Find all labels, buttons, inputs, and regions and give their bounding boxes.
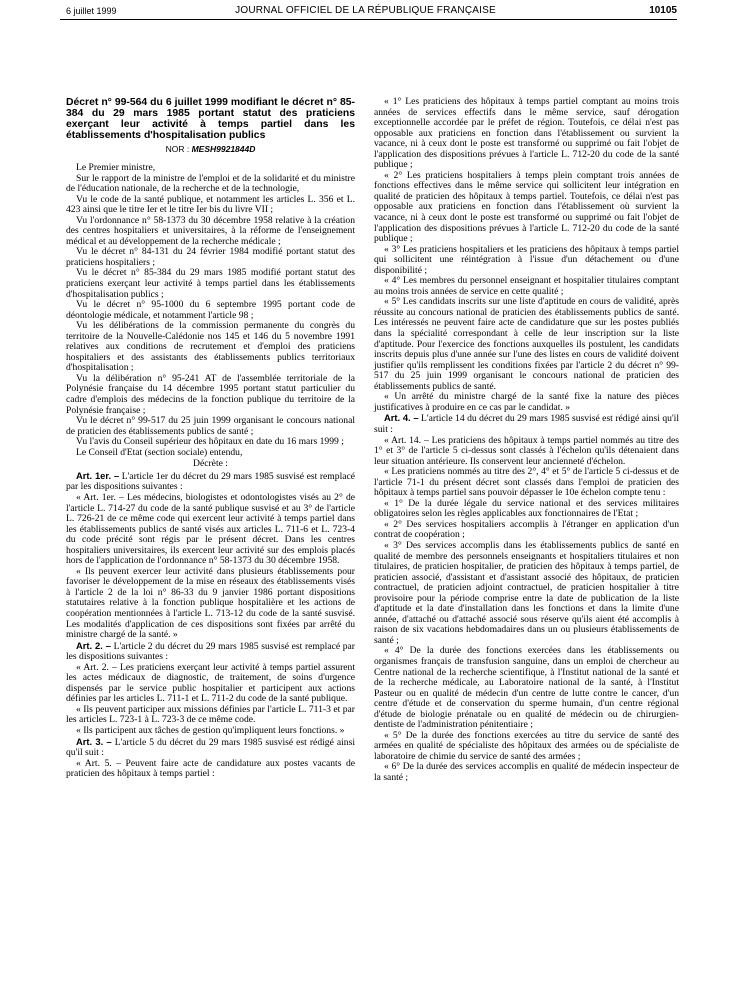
page-header: [0, 0, 731, 24]
paragraph: « 1° De la durée légale du service national et des services militaires obligatoires selon les règles applicables aux fonctionnaires de l'Etat ;: [374, 497, 679, 520]
left-column-body: [66, 163, 355, 780]
paragraph: « 3° Les praticiens hospitaliers et les praticiens des hôpitaux à temps partiel qui sollicitent une réintégration à l'issue d'un détachement ou d'une disponibilité ;: [374, 243, 679, 276]
header-date: 6 juillet 1999: [66, 6, 117, 16]
nor-value: MESH9921844D: [191, 144, 256, 154]
paragraph: « Art. 2. – Les praticiens exerçant leur activité à temps partiel assurent les actes médicaux de diagnostic, de traitement, de soins d'urgence dispensés par le service public hospitalier et participent aux actions définies par les articles L. 711-1 et L. 711-2 du code de la santé publique.: [66, 661, 355, 705]
left-column: [66, 97, 355, 780]
paragraph: Vu le décret n° 85-384 du 29 mars 1985 modifié portant statut des praticiens exerçant leur activité à temps partiel dans les établissements d'hospitalisation publics ;: [66, 267, 355, 300]
paragraph: « 5° De la durée des fonctions exercées au titre du service de santé des armées en qualité de spécialiste des hôpitaux des armées ou de spécialiste de laboratoire de chimie du service de santé des armées ;: [374, 729, 679, 762]
paragraph: « Art. 1er. – Les médecins, biologistes et odontologistes visés au 2° de l'article L. 714-27 du code de la santé publique susvisé et au 3° de l'article L. 726-21 de ce même code qui exercent leur activité à temps partiel dans les établissements publics de santé visés aux articles L. 711-6 et L. 723-4 du code précité sont régis par le présent décret. Dans les centres hospitaliers universitaires, ils exercent leur activité sur des emplois placés hors de l'application de l'ordonnance n° 58-1373 du 30 décembre 1958.: [66, 491, 355, 567]
article-heading: Art. 4. –: [384, 412, 419, 424]
article-text: L'article 2 du décret du 29 mars 1985 susvisé est remplacé par les dispositions suivantes :: [66, 640, 356, 663]
header-page-number: 10105: [649, 5, 677, 16]
article-paragraph: [66, 641, 355, 663]
paragraph: « 4° Les membres du personnel enseignant et hospitalier titulaires comptant au moins trois années de service en cette qualité ;: [374, 275, 679, 297]
paragraph: Sur le rapport de la ministre de l'emploi et de la solidarité et du ministre de l'éducation nationale, de la recherche et de la technologie,: [66, 172, 355, 195]
header-journal-title: JOURNAL OFFICIEL DE LA RÉPUBLIQUE FRANÇAISE: [235, 5, 496, 16]
paragraph: « 4° De la durée des fonctions exercées dans les établissements ou organismes français de transfusion sanguine, dans un emploi de chercheur au Centre national de la recherche scientifique, à l'Institut national de la santé et de la recherche médicale, au Laboratoire national de la santé, à l'Institut Pasteur ou en qualité de médecin d'un centre de lutte contre le cancer, d'un centre d'étude et de conservation du sperme humain, d'un centre régional d'étude de biologie prénatale ou en qualité de médecin ou de chirurgien-dentiste de l'administration pénitentiaire ;: [374, 645, 679, 731]
paragraph: « 2° Des services hospitaliers accomplis à l'étranger en application d'un contrat de coopération ;: [374, 518, 679, 541]
nor-label: NOR :: [165, 144, 190, 154]
article-heading: Art. 2. –: [76, 639, 111, 651]
paragraph: « 2° Les praticiens hospitaliers à temps plein comptant trois années de fonctions effectives dans le même service qui sollicitent leur intégration en qualité de praticien des hôpitaux à temps partiel. Toutefois, ce délai n'est pas opposable aux praticiens en fonction dans l'établissement où survient la vacance, ni à ceux dont le poste est transformé ou supprimé ou fait l'objet de l'application des dispositions prévues à l'article L. 712-20 du code de la santé publique ;: [374, 169, 679, 245]
decree-title: Décret n° 99-564 du 6 juillet 1999 modifiant le décret n° 85-384 du 29 mars 1985 portant statut des praticiens exerçant leur activité à temps partiel dans les établissements d'hospitalisation publics: [66, 97, 355, 141]
paragraph: Vu le décret n° 84-131 du 24 février 1984 modifié portant statut des praticiens hospitaliers ;: [66, 246, 355, 268]
article-paragraph: [66, 471, 355, 493]
paragraph: « 1° Les praticiens des hôpitaux à temps partiel comptant au moins trois années de services effectifs dans le même service, sauf dérogation exceptionnelle accordée par le préfet de région. Toutefois, ce délai n'est pas opposable aux praticiens en fonction dans l'établissement ou survient la vacance, ni à ceux dont le poste est transformé ou supprimé ou fait l'objet de l'application des dispositions prévues à l'article L. 712-20 du code de la santé publique ;: [374, 96, 679, 171]
paragraph: « Ils participent aux tâches de gestion qu'impliquent leurs fonctions. »: [76, 724, 345, 736]
paragraph: Vu l'avis du Conseil supérieur des hôpitaux en date du 16 mars 1999 ;: [76, 436, 344, 448]
paragraph: Vu le décret n° 95-1000 du 6 septembre 1995 portant code de déontologie médicale, et notamment l'article 98 ;: [66, 299, 355, 321]
article-heading: Art. 1er. –: [76, 469, 120, 481]
paragraph: Le Premier ministre,: [76, 162, 156, 173]
paragraph: « Art. 14. – Les praticiens des hôpitaux à temps partiel nommés au titre des 1° et 3° de l'article 5 ci-dessus sont classés à l'échelon qu'ils détenaient dans leur situation antérieure. Ils conservent leur ancienneté d'échelon.: [374, 434, 679, 467]
decrete-heading: Décrète :: [193, 458, 228, 470]
paragraph: « 6° De la durée des services accomplis en qualité de médecin inspecteur de la santé ;: [374, 761, 679, 783]
paragraph: « 5° Les candidats inscrits sur une liste d'aptitude en cours de validité, après réussite au concours national de praticien des établissements publics de santé. Les intéressés ne peuvent faire acte de candidature que sur les postes publiés dans la spécialité correspondant à celle de leur inscription sur la liste d'aptitude. Pour l'exercice des fonctions auxquelles ils postulent, les candidats inscrits depuis plus d'une année sur l'une des listes en cours de validité doivent justifier qu'ils remplissent les conditions fixées par l'article 2 du décret n° 99-517 du 25 juin 1999 organisant le concours national de praticien des établissements publics de santé.: [374, 296, 679, 392]
paragraph: Vu le décret n° 99-517 du 25 juin 1999 organisant le concours national de praticien des établissements publics de santé ;: [66, 415, 355, 437]
article-paragraph: [66, 737, 355, 759]
article-text: L'article 1er du décret du 29 mars 1985 susvisé est remplacé par les dispositions suivantes :: [66, 470, 356, 493]
paragraph: « Un arrêté du ministre chargé de la santé fixe la nature des pièces justificatives à produire en ce cas par le candidat. »: [374, 391, 679, 413]
article-text: L'article 14 du décret du 29 mars 1985 susvisé est rédigé ainsi qu'il suit :: [374, 413, 680, 435]
article-paragraph: [374, 413, 679, 435]
paragraph: Vu l'ordonnance n° 58-1373 du 30 décembre 1958 relative à la création des centres hospitaliers et universitaires, à la réforme de l'enseignement médical et au développement de la recherche médicale ;: [66, 214, 355, 247]
header-rule: [60, 19, 677, 20]
paragraph: « Art. 5. – Peuvent faire acte de candidature aux postes vacants de praticien des hôpitaux à temps partiel :: [66, 757, 355, 780]
paragraph: Vu les délibérations de la commission permanente du congrès du territoire de la Nouvelle-Calédonie nos 145 et 146 du 5 novembre 1991 relatives aux conditions de recrutement et d'emploi des praticiens hospitaliers et des assistants des établissements publics territoriaux d'hospitalisation ;: [66, 320, 355, 374]
right-column-body: [374, 97, 679, 784]
paragraph: Le Conseil d'Etat (section sociale) entendu,: [76, 446, 243, 458]
paragraph: « Ils peuvent participer aux missions définies par l'article L. 711-3 et par les articles L. 723-1 à L. 723-3 de ce même code.: [66, 703, 355, 726]
article-text: L'article 5 du décret du 29 mars 1985 susvisé est rédigé ainsi qu'il suit :: [66, 736, 355, 759]
paragraph: Vu la délibération n° 95-241 AT de l'assemblée territoriale de la Polynésie française du 14 décembre 1995 portant statut particulier du cadre d'emplois des médecins de la fonction publique du territoire de la Polynésie française ;: [66, 372, 355, 416]
article-heading: Art. 3. –: [76, 735, 112, 747]
nor-reference: [66, 144, 355, 154]
paragraph: « Les praticiens nommés au titre des 2°, 4° et 5° de l'article 5 ci-dessus et de l'article 71-1 du présent décret sont classés dans l'emploi de praticien des hôpitaux à temps partiel sans pouvoir dépasser le 10e échelon compte tenu :: [374, 466, 679, 499]
paragraph: « Ils peuvent exercer leur activité dans plusieurs établissements pour favoriser le développement de la mise en réseaux des établissements visés à l'article 2 de la loi n° 86-33 du 9 janvier 1986 portant dispositions statutaires relative à la fonction publique hospitalière et les actions de coopération mentionnées à l'article L. 713-12 du code de la santé susvisé. Les modalités d'application de ces dispositions sont fixées par arrêté du ministre chargé de la santé. »: [66, 565, 355, 641]
right-column: [374, 97, 679, 784]
paragraph: Vu le code de la santé publique, et notamment les articles L. 356 et L. 423 ainsi que le titre Ier et le titre Ier bis du livre VII ;: [66, 193, 355, 216]
paragraph: « 3° Des services accomplis dans les établissements publics de santé en qualité de membre des personnels enseignants et hospitaliers titulaires et non titulaires, de praticien hospitalier, de praticien des hôpitaux à temps partiel, de praticien associé, d'assistant et d'assistant associé des hôpitaux, de praticien contractuel, de praticien adjoint contractuel, de praticien hospitalier à titre provisoire pour la période comprise entre la date de publication de la liste d'aptitude et la date d'installation dans les fonctions et dans la limite d'une année, d'attaché ou d'attaché associé sous réserve qu'ils aient été accomplis à raison de six vacations hebdomadaires dans un ou plusieurs établissements de santé ;: [374, 539, 679, 646]
